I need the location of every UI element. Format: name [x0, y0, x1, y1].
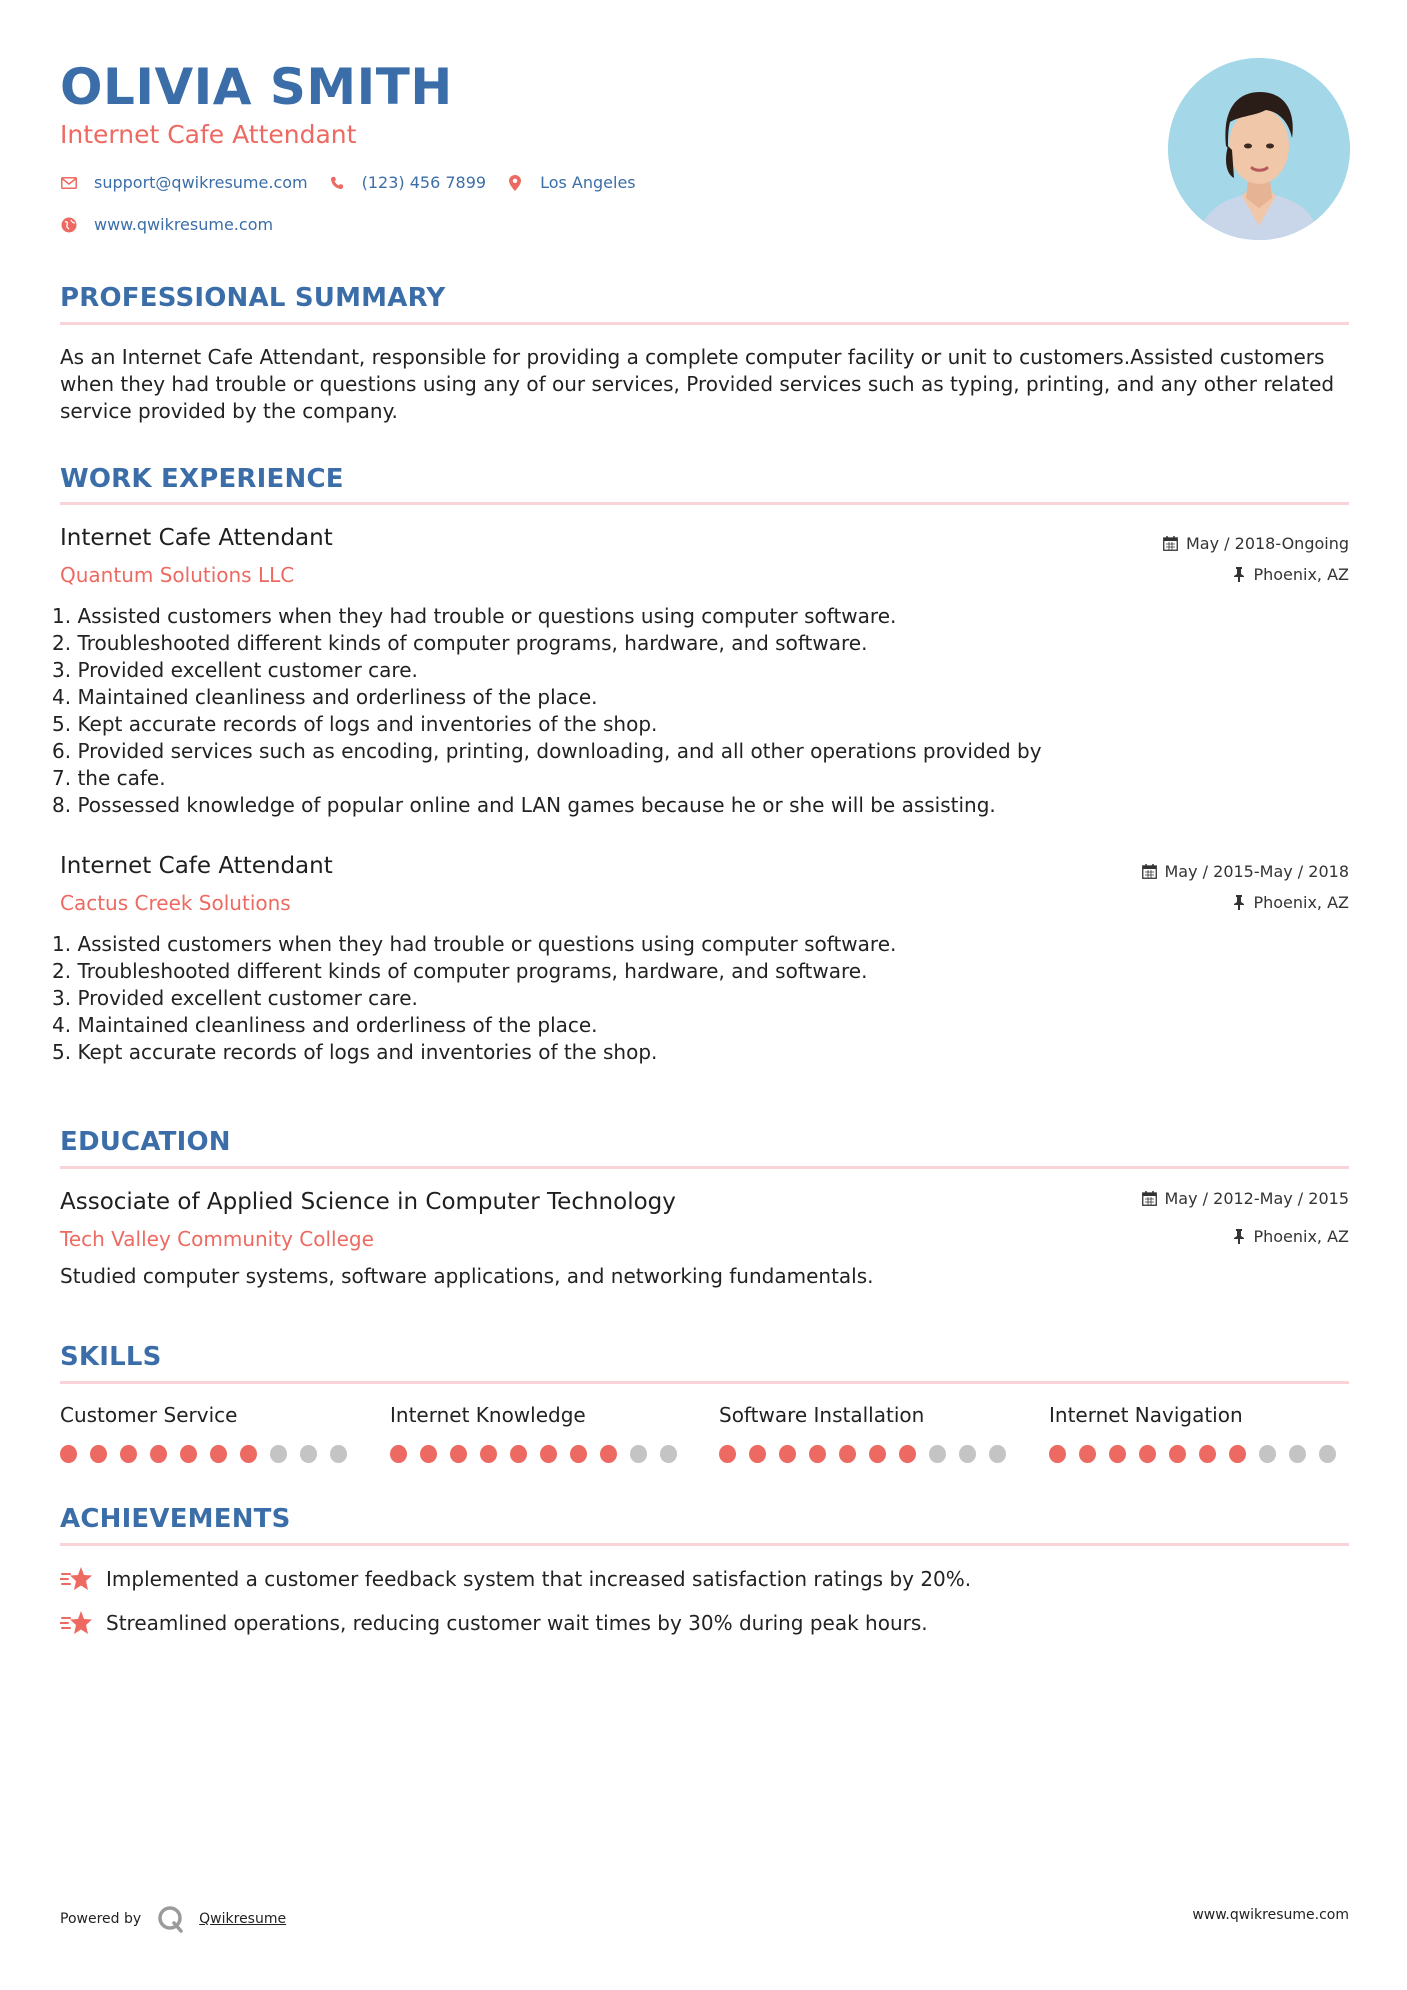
- rating-dot-filled: [150, 1445, 167, 1463]
- rating-dot-filled: [839, 1445, 856, 1463]
- rating-dot-filled: [719, 1445, 736, 1463]
- rating-dot-filled: [749, 1445, 766, 1463]
- rating-dot-empty: [1259, 1445, 1276, 1463]
- email-link[interactable]: support@qwikresume.com: [94, 173, 308, 192]
- phone-text[interactable]: (123) 456 7899: [361, 173, 487, 192]
- list-item: 5. Kept accurate records of logs and inventories of the shop.: [52, 1040, 658, 1064]
- rating-dot-filled: [1199, 1445, 1216, 1463]
- rating-dot-filled: [1139, 1445, 1156, 1463]
- list-item: 4. Maintained cleanliness and orderliness of the place.: [52, 685, 598, 709]
- rating-dot-filled: [570, 1445, 587, 1463]
- section-title-summary: PROFESSIONAL SUMMARY: [60, 283, 446, 313]
- section-divider: [60, 1166, 1349, 1169]
- candidate-name: OLIVIA SMITH: [60, 58, 453, 116]
- job-dates: [1163, 534, 1349, 553]
- list-item: 6. Provided services such as encoding, printing, downloading, and all other operations provided by: [52, 739, 1042, 763]
- pushpin-icon: [1233, 1229, 1245, 1244]
- section-divider: [60, 322, 1349, 325]
- education-dates: [1142, 1189, 1350, 1208]
- list-item: 5. Kept accurate records of logs and inventories of the shop.: [52, 712, 658, 736]
- section-divider: [60, 1381, 1349, 1384]
- profile-photo: [1168, 58, 1350, 240]
- education-location-text: Phoenix, AZ: [1253, 1227, 1349, 1246]
- job-dates: [1142, 862, 1350, 881]
- rating-dot-empty: [270, 1445, 287, 1463]
- company-name: Quantum Solutions LLC: [60, 563, 295, 587]
- rating-dot-filled: [1229, 1445, 1246, 1463]
- rating-dot-filled: [1079, 1445, 1096, 1463]
- rating-dot-filled: [779, 1445, 796, 1463]
- rating-dot-filled: [480, 1445, 497, 1463]
- website-link[interactable]: www.qwikresume.com: [94, 215, 274, 234]
- rating-dot-empty: [1289, 1445, 1306, 1463]
- education-location: [1233, 1227, 1349, 1246]
- map-pin-icon: [506, 174, 524, 192]
- rating-dot-empty: [929, 1445, 946, 1463]
- achievement-item: [60, 1565, 971, 1593]
- rating-dot-filled: [1169, 1445, 1186, 1463]
- rating-dot-filled: [869, 1445, 886, 1463]
- skill-rating: [719, 1445, 1019, 1463]
- contact-row-secondary: [60, 215, 293, 234]
- education-description: Studied computer systems, software applications, and networking fundamentals.: [60, 1264, 874, 1288]
- company-name: Cactus Creek Solutions: [60, 891, 291, 915]
- education-dates-text: May / 2012-May / 2015: [1164, 1189, 1349, 1208]
- rating-dot-filled: [600, 1445, 617, 1463]
- qwikresume-link[interactable]: Qwikresume: [199, 1911, 287, 1927]
- rating-dot-filled: [450, 1445, 467, 1463]
- calendar-icon: [1142, 1191, 1157, 1206]
- school-name: Tech Valley Community College: [60, 1227, 374, 1251]
- list-item: 4. Maintained cleanliness and orderliness of the place.: [52, 1013, 598, 1037]
- section-title-skills: SKILLS: [60, 1342, 162, 1372]
- list-item: 1. Assisted customers when they had trouble or questions using computer software.: [52, 604, 897, 628]
- list-item: 2. Troubleshooted different kinds of computer programs, hardware, and software.: [52, 631, 868, 655]
- qwikresume-logo-icon: [157, 1905, 185, 1933]
- rating-dot-filled: [180, 1445, 197, 1463]
- job-dates-text: May / 2015-May / 2018: [1164, 862, 1349, 881]
- achievement-text: Streamlined operations, reducing customer wait times by 30% during peak hours.: [106, 1611, 928, 1635]
- job-dates-text: May / 2018-Ongoing: [1186, 534, 1349, 553]
- rating-dot-filled: [809, 1445, 826, 1463]
- list-item: 3. Provided excellent customer care.: [52, 986, 418, 1010]
- section-divider: [60, 502, 1349, 505]
- skill-rating: [1049, 1445, 1349, 1463]
- pushpin-icon: [1233, 567, 1245, 582]
- footer-powered-by: [60, 1905, 286, 1933]
- skill-name: Internet Knowledge: [390, 1403, 586, 1427]
- section-title-education: EDUCATION: [60, 1127, 231, 1157]
- rating-dot-filled: [210, 1445, 227, 1463]
- section-title-experience: WORK EXPERIENCE: [60, 464, 344, 494]
- rating-dot-filled: [899, 1445, 916, 1463]
- summary-text: As an Internet Cafe Attendant, responsible for providing a complete computer facility or unit to customers.Assisted customers when they had trouble or questions using any of our services, Provided services such as typing, printing, and any other related service provided by the company.: [60, 345, 1335, 423]
- skill-item: [1049, 1403, 1349, 1463]
- rating-dot-filled: [60, 1445, 77, 1463]
- contact-row-primary: [60, 173, 656, 192]
- star-icon: [60, 1565, 94, 1593]
- skill-item: [60, 1403, 360, 1463]
- list-item: 3. Provided excellent customer care.: [52, 658, 418, 682]
- rating-dot-filled: [240, 1445, 257, 1463]
- job-location-text: Phoenix, AZ: [1253, 893, 1349, 912]
- rating-dot-empty: [1319, 1445, 1336, 1463]
- skill-rating: [390, 1445, 690, 1463]
- skill-name: Internet Navigation: [1049, 1403, 1243, 1427]
- job-bullets: [52, 931, 1152, 1066]
- rating-dot-empty: [989, 1445, 1006, 1463]
- candidate-role: Internet Cafe Attendant: [60, 120, 357, 149]
- section-title-achievements: ACHIEVEMENTS: [60, 1504, 291, 1534]
- rating-dot-filled: [90, 1445, 107, 1463]
- section-divider: [60, 1543, 1349, 1546]
- footer-url[interactable]: www.qwikresume.com: [1192, 1907, 1349, 1923]
- rating-dot-empty: [330, 1445, 347, 1463]
- rating-dot-filled: [540, 1445, 557, 1463]
- rating-dot-filled: [1109, 1445, 1126, 1463]
- rating-dot-filled: [120, 1445, 137, 1463]
- rating-dot-filled: [1049, 1445, 1066, 1463]
- globe-icon: [60, 216, 78, 234]
- achievement-item: [60, 1609, 928, 1637]
- pushpin-icon: [1233, 895, 1245, 910]
- phone-icon: [328, 174, 346, 192]
- job-title: Internet Cafe Attendant: [60, 525, 333, 551]
- powered-by-label: Powered by: [60, 1911, 142, 1927]
- skill-rating: [60, 1445, 360, 1463]
- job-location-text: Phoenix, AZ: [1253, 565, 1349, 584]
- star-icon: [60, 1609, 94, 1637]
- rating-dot-empty: [300, 1445, 317, 1463]
- list-item: 1. Assisted customers when they had trouble or questions using computer software.: [52, 932, 897, 956]
- envelope-icon: [60, 174, 78, 192]
- rating-dot-filled: [390, 1445, 407, 1463]
- job-bullets: [52, 603, 1152, 819]
- job-location: [1233, 893, 1349, 912]
- list-item: 2. Troubleshooted different kinds of computer programs, hardware, and software.: [52, 959, 868, 983]
- job-title: Internet Cafe Attendant: [60, 853, 333, 879]
- rating-dot-empty: [630, 1445, 647, 1463]
- location-text: Los Angeles: [540, 173, 636, 192]
- skill-name: Customer Service: [60, 1403, 238, 1427]
- calendar-icon: [1142, 864, 1157, 879]
- rating-dot-filled: [420, 1445, 437, 1463]
- list-item: 7. the cafe.: [52, 766, 166, 790]
- rating-dot-empty: [959, 1445, 976, 1463]
- skill-item: [390, 1403, 690, 1463]
- rating-dot-empty: [660, 1445, 677, 1463]
- achievement-text: Implemented a customer feedback system that increased satisfaction ratings by 20%.: [106, 1567, 972, 1591]
- rating-dot-filled: [510, 1445, 527, 1463]
- skill-item: [719, 1403, 1019, 1463]
- list-item: 8. Possessed knowledge of popular online and LAN games because he or she will be assisting.: [52, 793, 996, 817]
- skill-name: Software Installation: [719, 1403, 925, 1427]
- job-location: [1233, 565, 1349, 584]
- degree-title: Associate of Applied Science in Computer Technology: [60, 1189, 676, 1215]
- calendar-icon: [1163, 536, 1178, 551]
